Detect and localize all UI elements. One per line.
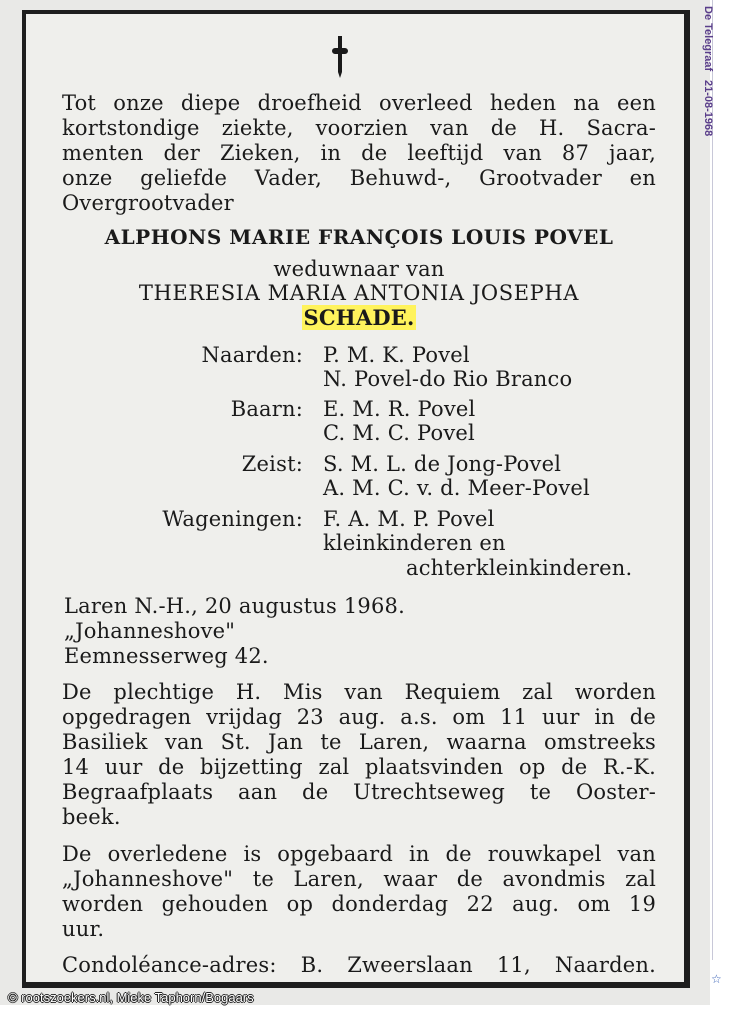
address-line: Eemnesserweg 42.: [64, 644, 269, 668]
mass-line: opgedragen vrijdag 23 aug. a.s. om 11 uur in de: [62, 705, 656, 729]
intro-line: Overgrootvader: [62, 191, 234, 215]
relative-place: Zeist:: [241, 452, 303, 476]
intro-line: kortstondige ziekte, voorzien van de H. Sacra-: [62, 116, 656, 140]
relative-name: S. M. L. de Jong-Povel: [323, 452, 562, 476]
mass-line: De plechtige H. Mis van Requiem zal worden: [62, 680, 656, 704]
laid-out-line: „Johanneshove" te Laren, waar de avondmis zal: [62, 867, 656, 891]
relative-name: P. M. K. Povel: [323, 343, 470, 367]
relative-place: Wageningen:: [162, 507, 303, 531]
relative-name: E. M. R. Povel: [323, 397, 476, 421]
spouse-surname-row: [62, 306, 656, 330]
relative-place: Baarn:: [230, 397, 303, 421]
intro-line: Tot onze diepe droefheid overleed heden na een: [62, 91, 656, 115]
relative-name: kleinkinderen en: [323, 531, 506, 555]
intro-line: menten der Zieken, in de leeftijd van 87 jaar,: [62, 141, 656, 165]
relative-name: C. M. C. Povel: [323, 421, 475, 445]
intro-line: onze geliefde Vader, Behuwd-, Grootvader en: [62, 166, 656, 190]
cross-icon: [328, 36, 352, 78]
newspaper-date: 21-08-1968: [702, 80, 714, 137]
laid-out-line: De overledene is opgebaard in de rouwkapel van: [62, 842, 656, 866]
address-line: Laren N.-H., 20 augustus 1968.: [64, 594, 405, 618]
mass-line: Basiliek van St. Jan te Laren, waarna omstreeks: [62, 730, 656, 754]
mass-line: beek.: [62, 805, 121, 829]
deceased-name: ALPHONS MARIE FRANÇOIS LOUIS POVEL: [104, 225, 614, 249]
star-icon[interactable]: ☆: [711, 972, 722, 986]
sidebar-divider: [712, 0, 713, 960]
great-grandchildren: achterkleinkinderen.: [406, 556, 633, 580]
relative-place: Naarden:: [201, 343, 303, 367]
relative-name: F. A. M. P. Povel: [323, 507, 495, 531]
relative-name: A. M. C. v. d. Meer-Povel: [323, 476, 590, 500]
copyright-credit: © rootszoekers.nl, Mieke Taphorn/Bogaars: [8, 990, 254, 1005]
spouse-given-names: THERESIA MARIA ANTONIA JOSEPHA: [138, 281, 580, 305]
mass-line: Begraafplaats aan de Utrechtseweg te Ooster-: [62, 780, 656, 804]
address-line: „Johanneshove": [64, 619, 236, 643]
mass-line: 14 uur de bijzetting zal plaatsvinden op de R.-K.: [62, 755, 656, 779]
widower-of-label: weduwnaar van: [273, 257, 445, 281]
newspaper-name: De Telegraaf: [702, 6, 714, 72]
newspaper-source: [702, 6, 714, 137]
relative-name: N. Povel-do Rio Branco: [323, 367, 573, 391]
spouse-surname: SCHADE.: [303, 305, 415, 330]
condolence-address: Condoléance-adres: B. Zweerslaan 11, Naarden.: [62, 953, 656, 977]
laid-out-line: worden gehouden op donderdag 22 aug. om 19: [62, 892, 656, 916]
laid-out-line: uur.: [62, 917, 105, 941]
